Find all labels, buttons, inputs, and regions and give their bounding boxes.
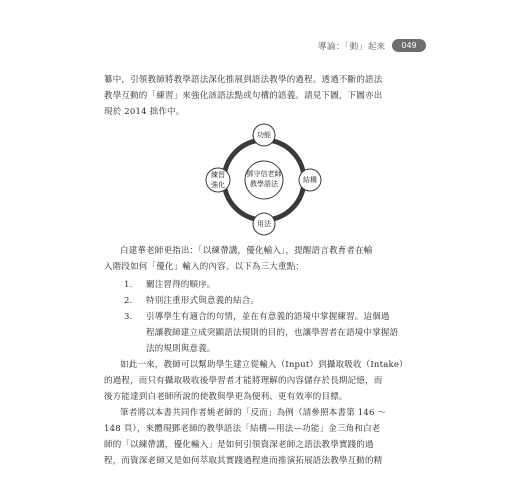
left-label-line: 練習 — [211, 171, 225, 179]
list-item — [118, 293, 428, 309]
paragraph-line: 筆者將以本書共同作者姚老師的「反而」為例（請參照本書第 146 ～ — [120, 408, 387, 418]
left-label-line: 強化 — [211, 181, 225, 189]
paragraph-line: 教學互動的「練習」來強化該語法點或句構的語義。請見下圖，下圖亦出 — [104, 91, 383, 101]
paragraph-line: 纂中，引領教師將教學語法深化推展到語法教學的過程。透過不斷的語法 — [104, 75, 383, 85]
paragraph-line: 現於 2014 拙作中。 — [104, 107, 185, 117]
bottom-node-label: 用法 — [257, 220, 271, 228]
key-points-list — [118, 277, 428, 357]
left-node-label — [203, 170, 233, 190]
top-node-label: 功能 — [257, 131, 271, 139]
paragraph-line: 148 頁），來體現鄧老師的教學語法「結構—用法—功能」金三角和白老 — [104, 424, 381, 434]
center-node-label — [239, 169, 289, 189]
paragraph-intro — [104, 72, 424, 120]
paragraph-line: 的過程，而只有攝取吸收後學習者才能將理解的內容儲存於長期記憶，而 — [104, 376, 383, 386]
list-item-text: 程讓教師建立成突顯語法規則的目的，也讓學習者在語境中掌握語 — [146, 328, 399, 338]
paragraph-line: 後方能達到白老師所說的使教與學更為便利、更有效率的目標。 — [104, 392, 348, 402]
paragraph-line: 師的「以練帶講，優化輸入」是如何引領資深老師之語法教學實踐的過 — [104, 440, 374, 450]
list-item-number: 1. — [124, 280, 133, 290]
paragraph-input-optimization — [104, 243, 440, 275]
teaching-grammar-diagram — [194, 116, 334, 244]
paragraph-line: 如此一來，教師可以幫助學生建立從輸入（Input）到攝取吸收（Intake） — [120, 360, 408, 370]
list-item — [118, 277, 428, 293]
list-item-text: 法的規則與意義。 — [146, 344, 216, 354]
list-item-text: 特別注重形式與意義的結合。 — [146, 296, 260, 306]
paragraph-line: 程，而資深老師又是如何萃取其實踐過程進而推演拓展語法教學互動的精 — [104, 456, 383, 466]
page-number-badge: 049 — [392, 39, 426, 52]
list-item-text: 關注習得的順序。 — [146, 280, 216, 290]
list-item — [118, 309, 428, 357]
center-label-line: 教學語法 — [250, 180, 278, 188]
list-item-number: 2. — [124, 296, 133, 306]
right-node-label: 結構 — [303, 176, 317, 184]
list-item-text: 引導學生有適合的句情，並在有意義的語境中掌握練習。這個過 — [146, 312, 390, 322]
list-item-number: 3. — [124, 312, 133, 322]
paragraph-input-intake — [104, 357, 440, 405]
paragraph-example — [104, 405, 440, 469]
paragraph-line: 白建華老師更指出：「以練帶講，優化輸入」，提醒語言教育者在輸 — [120, 246, 373, 256]
header-title: 導論：「動」起來 — [318, 42, 386, 52]
paragraph-line: 入階段如何「優化」輸入的內容。以下為三大重點： — [104, 262, 305, 272]
center-label-line: 鄧守信老師 — [246, 170, 282, 178]
